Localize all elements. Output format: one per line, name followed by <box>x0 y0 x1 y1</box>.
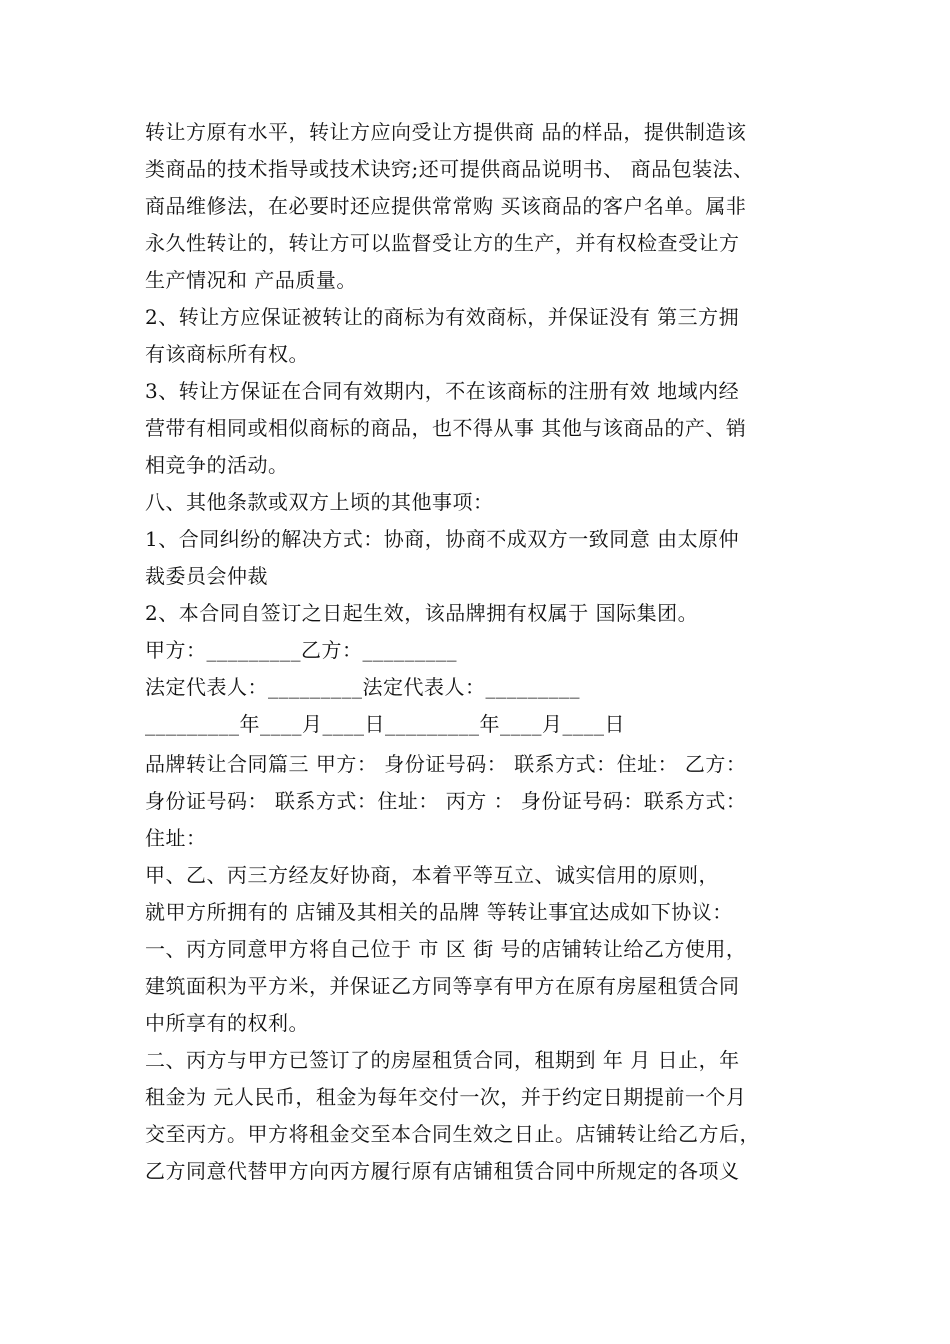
signature-line-dates: _________年____月____日_________年____月____日 <box>145 712 625 736</box>
text-line: 住址： <box>145 826 207 850</box>
text-line: 二、丙方与甲方已签订了的房屋租赁合同，租期到 年 月 日止，年 <box>145 1048 740 1072</box>
text-line: 2、本合同自签订之日起生效，该品牌拥有权属于 国际集团。 <box>145 601 699 625</box>
text-line: 类商品的技术指导或技术诀窍;还可提供商品说明书、 商品包装法、 <box>145 157 754 181</box>
text-line: 建筑面积为平方米，并保证乙方同等享有甲方在原有房屋租赁合同 <box>145 974 740 998</box>
text-line: 有该商标所有权。 <box>145 342 309 366</box>
text-line: 2、转让方应保证被转让的商标为有效商标，并保证没有 第三方拥 <box>145 305 740 329</box>
text-line: 3、转让方保证在合同有效期内，不在该商标的注册有效 地域内经 <box>145 379 740 403</box>
text-line: 租金为 元人民币，租金为每年交付一次，并于约定日期提前一个月 <box>145 1085 747 1109</box>
text-line: 身份证号码： 联系方式：住址： 丙方 ： 身份证号码：联系方式： <box>145 789 747 813</box>
text-line: 1、合同纠纷的解决方式：协商，协商不成双方一致同意 由太原仲 <box>145 527 740 551</box>
text-line: 生产情况和 产品质量。 <box>145 268 357 292</box>
section-heading: 八、其他条款或双方上顷的其他事项： <box>145 490 494 514</box>
text-line: 转让方原有水平，转让方应向受让方提供商 品的样品，提供制造该 <box>145 120 747 144</box>
text-line: 一、丙方同意甲方将自己位于 市 区 街 号的店铺转让给乙方使用， <box>145 937 747 961</box>
contract-title-line: 品牌转让合同篇三 甲方： 身份证号码： 联系方式：住址： 乙方： <box>145 752 747 776</box>
text-line: 就甲方所拥有的 店铺及其相关的品牌 等转让事宜达成如下协议： <box>145 900 733 924</box>
text-line: 商品维修法，在必要时还应提供常常购 买该商品的客户名单。属非 <box>145 194 747 218</box>
text-line: 永久性转让的，转让方可以监督受让方的生产，并有权检查受让方 <box>145 231 740 255</box>
text-line: 交至丙方。甲方将租金交至本合同生效之日止。店铺转让给乙方后， <box>145 1122 760 1146</box>
text-line: 乙方同意代替甲方向丙方履行原有店铺租赁合同中所规定的各项义 <box>145 1159 740 1183</box>
text-line: 甲、乙、丙三方经友好协商，本着平等互立、诚实信用的原则， <box>145 863 719 887</box>
text-line: 裁委员会仲裁 <box>145 564 268 588</box>
text-line: 营带有相同或相似商标的商品，也不得从事 其他与该商品的产、销 <box>145 416 747 440</box>
text-line: 相竞争的活动。 <box>145 453 289 477</box>
signature-line-parties: 甲方：_________乙方：_________ <box>145 638 457 662</box>
signature-line-representatives: 法定代表人：_________法定代表人：_________ <box>145 675 580 699</box>
text-line: 中所享有的权利。 <box>145 1011 309 1035</box>
